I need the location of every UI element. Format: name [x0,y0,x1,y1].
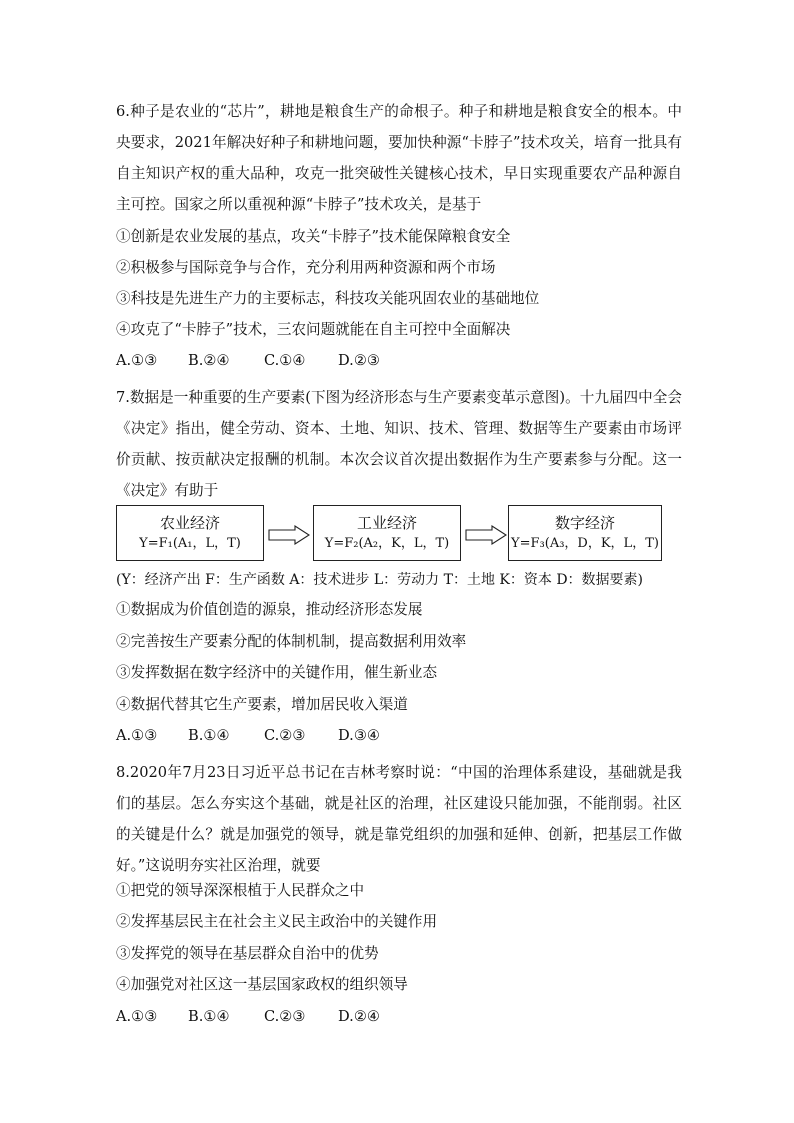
q7-option-a[interactable]: A.①③ [116,727,158,744]
q7-stem: 7.数据是一种重要的生产要素(下图为经济形态与生产要素变革示意图)。十九届四中全会《决定》指出，健全劳动、资本、土地、知识、技术、管理、数据等生产要素由市场评价贡献、按贡献决定报酬的机制。本次会议首次提出数据作为生产要素参与分配。这一《决定》有助于 [116,389,682,499]
box-title: 工业经济 [356,514,417,532]
q8-item-3: ③发挥党的领导在基层群众自治中的优势 [116,945,379,962]
q7-item-1: ①数据成为价值创造的源泉，推动经济形态发展 [116,601,423,618]
q7-options [116,726,380,746]
q8-item-1: ①把党的领导深深根植于人民群众之中 [116,882,365,899]
q7-item-3: ③发挥数据在数字经济中的关键作用，催生新业态 [116,664,438,681]
box-title: 数字经济 [554,514,615,532]
arrow-right-icon [465,525,507,545]
q6-item-2: ②积极参与国际竞争与合作，充分利用两种资源和两个市场 [116,259,496,276]
q6-option-a[interactable]: A.①③ [116,352,158,369]
q8-option-b[interactable]: B.①④ [188,1008,230,1025]
q6-item-3: ③科技是先进生产力的主要标志，科技攻关能巩固农业的基础地位 [116,290,540,307]
q7-option-d[interactable]: D.③④ [338,727,380,744]
q8-item-2: ②发挥基层民主在社会主义民主政治中的关键作用 [116,913,438,930]
q7-item-2: ②完善按生产要素分配的体制机制，提高数据利用效率 [116,633,467,650]
box-formula: Y=F₃(A₃，D，K，L，T) [511,536,659,551]
q6-option-d[interactable]: D.②③ [338,352,380,369]
q6-option-c[interactable]: C.①④ [264,352,306,369]
q6-options [116,351,380,371]
q6-item-4: ④攻克了“卡脖子”技术，三农问题就能在自主可控中全面解决 [116,321,511,338]
q8-stem: 8.2020年7月23日习近平总书记在吉林考察时说：“中国的治理体系建设，基础就是我们的基层。怎么夯实这个基础，就是社区的治理，社区建设只能加强，不能削弱。社区的关键是什么？就是加强党的领导，就是靠党组织的加强和延伸、创新，把基层工作做好。”这说明夯实社区治理，就要 [116,764,682,874]
q8-option-d[interactable]: D.②④ [338,1008,380,1025]
agricultural-economy-box [116,505,264,561]
box-formula: Y=F₂(A₂，K，L，T) [324,536,450,551]
q7-option-c[interactable]: C.②③ [264,727,306,744]
box-title: 农业经济 [159,514,220,532]
industrial-economy-box [313,505,461,561]
q8-option-c[interactable]: C.②③ [264,1008,306,1025]
q8-item-4: ④加强党对社区这一基层国家政权的组织领导 [116,976,408,993]
q8-option-a[interactable]: A.①③ [116,1008,158,1025]
box-formula: Y=F₁(A₁，L，T) [139,536,241,551]
q6-stem: 6.种子是农业的“芯片”，耕地是粮食生产的命根子。种子和耕地是粮食安全的根本。中央要求，2021年解决好种子和耕地问题，要加快种源“卡脖子”技术攻关，培育一批具有自主知识产权的重大品种，攻克一批突破性关键核心技术，早日实现重要农产品种源自主可控。国家之所以重视种源“卡脖子”技术攻关，是基于 [116,103,682,213]
arrow-right-icon [268,525,310,545]
q6-option-b[interactable]: B.②④ [188,352,230,369]
q8-options [116,1007,380,1027]
q6-item-1: ①创新是农业发展的基点，攻关“卡脖子”技术能保障粮食安全 [116,228,511,245]
q7-legend: (Y：经济产出 F：生产函数 A：技术进步 L：劳动力 T：土地 K：资本 D：数据要素) [116,572,644,588]
economy-evolution-diagram [116,505,662,563]
q7-option-b[interactable]: B.①④ [188,727,230,744]
digital-economy-box [508,505,662,561]
q7-item-4: ④数据代替其它生产要素，增加居民收入渠道 [116,696,408,713]
